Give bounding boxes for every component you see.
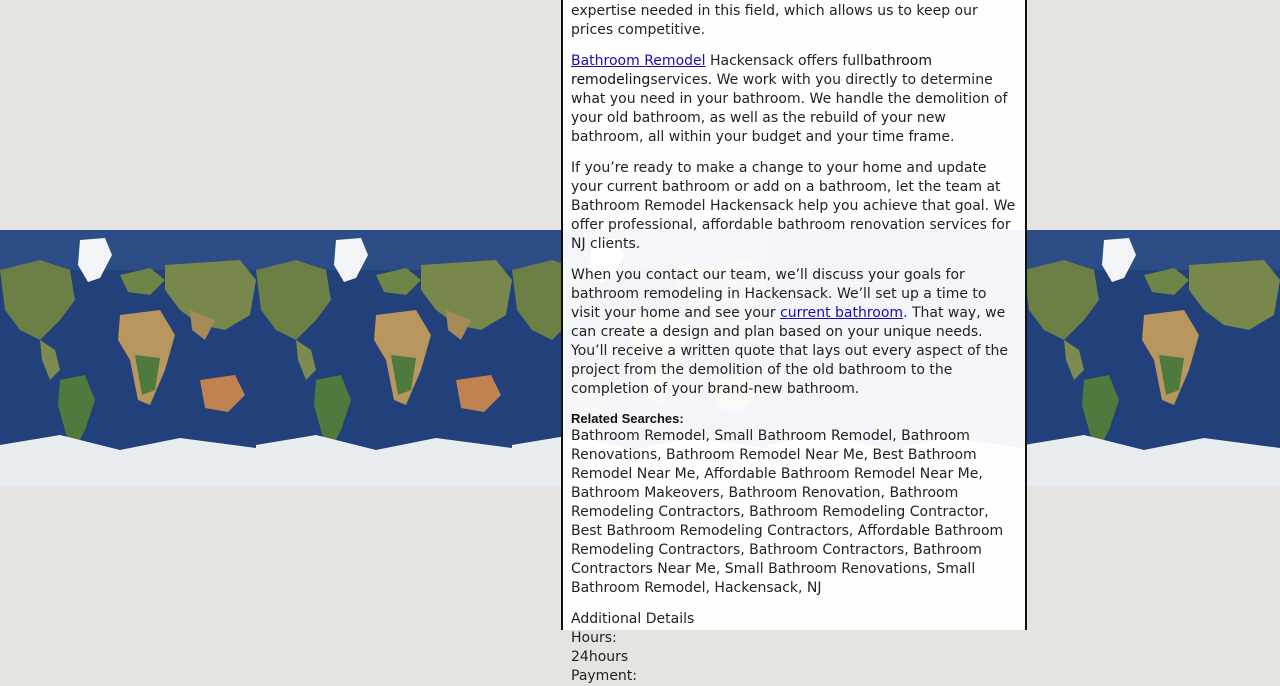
services-paragraph xyxy=(571,52,1017,147)
world-map-tile xyxy=(0,230,256,486)
world-map-tile xyxy=(256,230,512,486)
intro-paragraph-tail: expertise needed in this field, which allows us to keep our prices competitive. xyxy=(571,3,978,38)
contact-text-after-link: . That way, we can create a design and plan based on your unique needs. You’ll receive a written quote that lays out every aspect of the project from the demolition of the old bathroom to the completion of your brand-new bathroom. xyxy=(571,305,1009,397)
contact-text-before-link: When you contact our team, we’ll discuss your goals for bathroom remodeling in Hackensack. We’ll set up a time to visit your home and see your xyxy=(571,267,987,321)
services-text-after-link: Hackensack offers full xyxy=(705,53,864,69)
contact-paragraph xyxy=(571,266,1017,399)
article-content-panel xyxy=(561,0,1027,684)
current-bathroom-link[interactable]: current bathroom xyxy=(780,305,904,321)
related-searches-heading: Related Searches: xyxy=(571,411,684,426)
world-map-tile xyxy=(1024,230,1280,486)
bathroom-remodel-link[interactable]: Bathroom Remodel xyxy=(571,53,706,69)
related-searches-list: Bathroom Remodel, Small Bathroom Remodel, Bathroom Renovations, Bathroom Remodel Near Me, Best Bathroom Remodel Near Me, Affordable Bathroom Remodel Near Me, Bathroom Makeovers, Bathroom Renovation, Bathroom Remodeling Contractors, Bathroom Remodeling Contractor, Best Bathroom Remodeling Contractors, Affordable Bathroom Remodeling Contractors, Bathroom Contractors, Bathroom Contractors Near Me, Small Bathroom Renovations, Small Bathroom Remodel, Hackensack, NJ xyxy=(571,428,1004,596)
hours-value: 24hours xyxy=(571,649,629,665)
services-bold-text: bathroom remodeling xyxy=(571,53,932,88)
payment-label: Payment: xyxy=(571,668,638,684)
ready-paragraph: If you’re ready to make a change to your home and update your current bathroom or add on a bathroom, let the team at Bathroom Remodel Hackensack help you achieve that goal. We offer professional, affordable bathroom renovation services for NJ clients. xyxy=(571,160,1016,252)
additional-details-heading: Additional Details xyxy=(571,611,695,627)
services-text-rest: services. We work with you directly to determine what you need in your bathroom. We handle the demolition of your old bathroom, as well as the rebuild of your new bathroom, all within your budget and your time frame. xyxy=(571,72,1008,145)
hours-label: Hours: xyxy=(571,630,617,646)
